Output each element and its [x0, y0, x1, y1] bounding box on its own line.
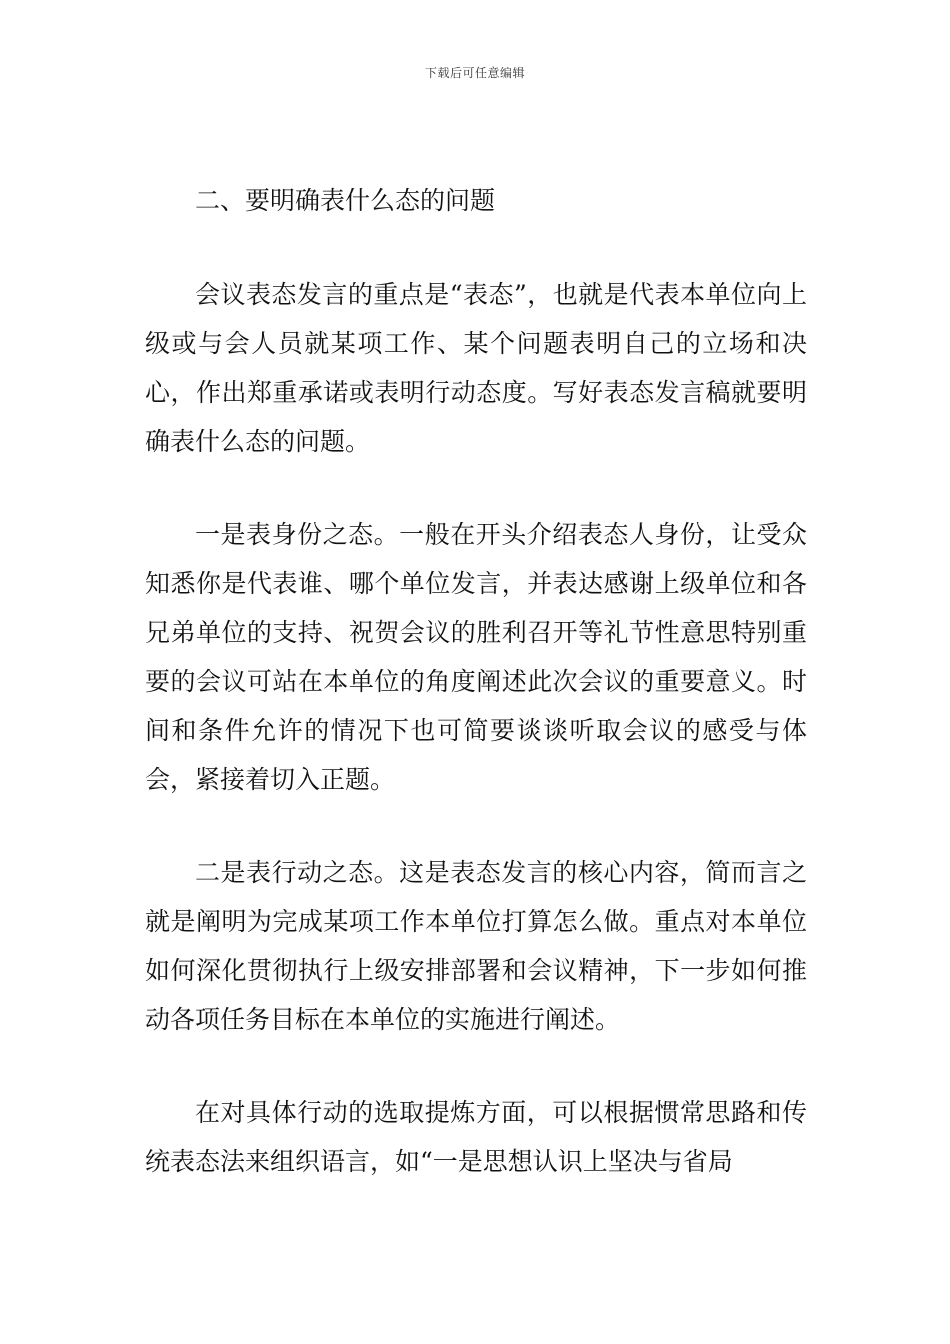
paragraph: 一是表身份之态。一般在开头介绍表态人身份，让受众知悉你是代表谁、哪个单位发言，并表达感谢上级单位和各兄弟单位的支持、祝贺会议的胜利召开等礼节性意思特别重要的会议可站在本单位的角度阐述此次会议的重要意义。时间和条件允许的情况下也可简要谈谈听取会议的感受与体会，紧接着切入正题。 — [145, 520, 807, 794]
paragraph: 会议表态发言的重点是“表态”，也就是代表本单位向上级或与会人员就某项工作、某个问题表明自己的立场和决心，作出郑重承诺或表明行动态度。写好表态发言稿就要明确表什么态的问题。 — [145, 280, 807, 456]
page-header: 下载后可任意编辑 — [424, 66, 525, 80]
section-title: 二、要明确表什么态的问题 — [195, 186, 496, 215]
document-body — [145, 176, 807, 1186]
paragraph: 二是表行动之态。这是表态发言的核心内容，简而言之就是阐明为完成某项工作本单位打算怎么做。重点对本单位如何深化贯彻执行上级安排部署和会议精神，下一步如何推动各项任务目标在本单位的实施进行阐述。 — [145, 858, 807, 1034]
paragraph: 在对具体行动的选取提炼方面，可以根据惯常思路和传统表态法来组织语言，如“一是思想认识上坚决与省局 — [145, 1098, 807, 1176]
